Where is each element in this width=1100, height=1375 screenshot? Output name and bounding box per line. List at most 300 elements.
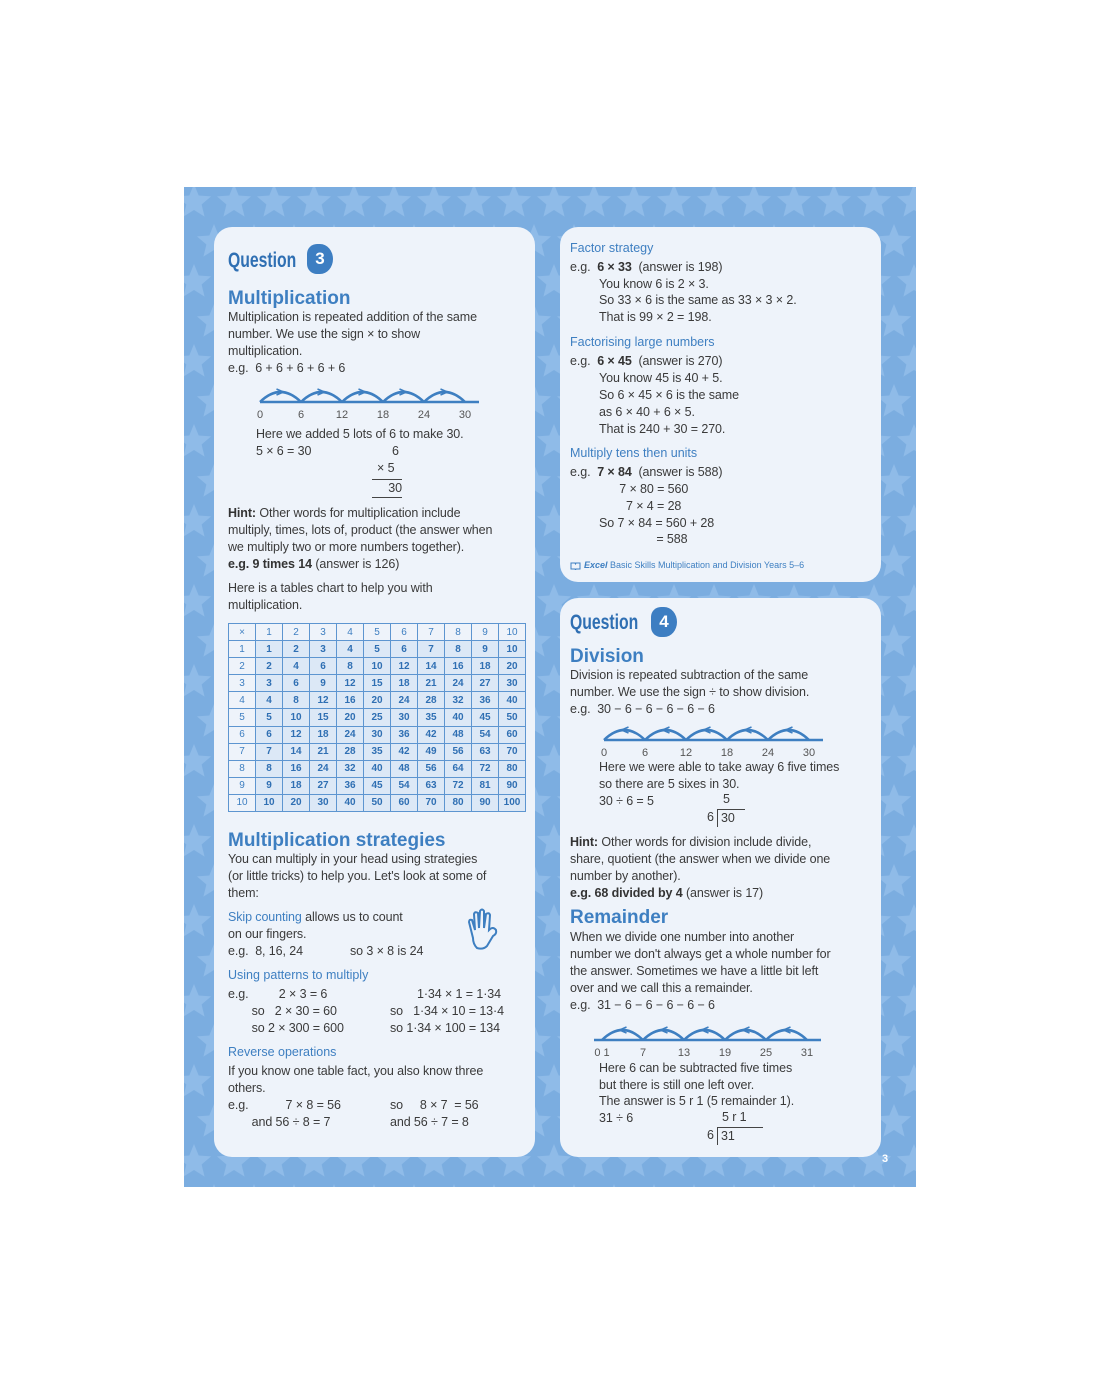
- pattern-right: 1·34 × 1 = 1·34: [390, 987, 501, 1001]
- table-cell: 15: [364, 675, 391, 692]
- tens-line: = 588: [599, 532, 688, 546]
- table-cell: 48: [391, 760, 418, 777]
- tick-label: 12: [679, 747, 693, 758]
- star-icon: [757, 1184, 791, 1187]
- star-icon: [357, 1184, 391, 1187]
- intro-line: Division is repeated subtraction of the same: [570, 668, 809, 682]
- star-icon: [184, 424, 211, 457]
- table-header-cell: 6: [391, 624, 418, 641]
- star-icon: [897, 904, 916, 937]
- reverse-right: and 56 ÷ 7 = 8: [390, 1115, 469, 1129]
- section-title-division: Division: [570, 646, 644, 667]
- star-icon: [557, 1184, 591, 1187]
- intro-line: multiplication.: [228, 344, 303, 358]
- star-icon: [184, 984, 211, 1017]
- table-cell: 7: [256, 743, 283, 760]
- hint-line: we multiply two or more numbers together).: [228, 540, 465, 554]
- tens-example: [570, 464, 722, 481]
- table-cell: 36: [337, 777, 364, 794]
- star-icon: [897, 264, 916, 297]
- table-cell: 16: [283, 760, 310, 777]
- explanation: Here we were able to take away 6 five times: [599, 760, 840, 774]
- section-title-multiplication: Multiplication: [228, 288, 351, 309]
- table-cell: 54: [391, 777, 418, 794]
- table-cell: 5: [256, 709, 283, 726]
- star-icon: [184, 187, 211, 217]
- table-header-cell: 1: [229, 641, 256, 658]
- table-cell: 90: [499, 777, 526, 794]
- table-cell: 12: [283, 726, 310, 743]
- table-cell: 18: [472, 658, 499, 675]
- table-header-cell: 4: [229, 692, 256, 709]
- star-icon: [797, 1184, 831, 1187]
- intro-line: Multiplication is repeated addition of the same: [228, 310, 477, 324]
- star-icon: [877, 704, 911, 737]
- tens-line: So 7 × 84 = 560 + 28: [599, 516, 715, 530]
- table-header-cell: 8: [229, 760, 256, 777]
- table-row: [229, 709, 526, 726]
- reverse-left: e.g. 7 × 8 = 56: [228, 1098, 341, 1112]
- eg-label: e.g.: [570, 354, 591, 368]
- table-cell: 9: [472, 641, 499, 658]
- book-icon: [570, 562, 581, 570]
- table-cell: 24: [310, 760, 337, 777]
- table-row: [229, 726, 526, 743]
- intro-line: When we divide one number into another: [570, 930, 795, 944]
- footer: [570, 560, 804, 570]
- table-cell: 72: [445, 777, 472, 794]
- table-header-cell: 8: [445, 624, 472, 641]
- star-icon: [597, 1184, 631, 1187]
- factor-line: You know 6 is 2 × 3.: [599, 277, 709, 291]
- table-cell: 8: [283, 692, 310, 709]
- star-icon: [377, 187, 411, 217]
- hint-line: number by another).: [570, 869, 681, 883]
- table-row: [229, 641, 526, 658]
- table-header-cell: 9: [472, 624, 499, 641]
- table-cell: 18: [391, 675, 418, 692]
- table-cell: 21: [418, 675, 445, 692]
- table-cell: 28: [418, 692, 445, 709]
- tick-label: 30: [802, 747, 816, 758]
- section-title-strategies: Multiplication strategies: [228, 830, 446, 851]
- pattern-left: so 2 × 300 = 600: [228, 1021, 344, 1035]
- reverse-right: so 8 × 7 = 56: [390, 1098, 479, 1112]
- star-icon: [577, 187, 611, 217]
- skip-counting: [228, 909, 403, 926]
- reverse-line: If you know one table fact, you also know three: [228, 1064, 484, 1078]
- table-cell: 1: [256, 641, 283, 658]
- column-multiplier: × 5: [377, 461, 395, 475]
- table-cell: 36: [391, 726, 418, 743]
- table-cell: 9: [310, 675, 337, 692]
- chart-intro: Here is a tables chart to help you with: [228, 581, 433, 595]
- table-cell: 80: [445, 794, 472, 811]
- eg-bold: 6 × 33: [597, 260, 632, 274]
- hint-label: Hint:: [570, 835, 598, 849]
- table-cell: 30: [364, 726, 391, 743]
- tick-label: 13: [677, 1047, 691, 1058]
- eg-label: e.g.: [570, 465, 591, 479]
- star-icon: [777, 187, 811, 217]
- factor-title: Factor strategy: [570, 241, 654, 255]
- tick-label: 0 1: [594, 1047, 610, 1058]
- table-cell: 8: [256, 760, 283, 777]
- star-icon: [257, 187, 291, 217]
- table-row: [229, 624, 526, 641]
- table-cell: 36: [472, 692, 499, 709]
- table-cell: 20: [499, 658, 526, 675]
- table-cell: 14: [418, 658, 445, 675]
- star-icon: [897, 1064, 916, 1097]
- explanation: Here 6 can be subtracted five times: [599, 1061, 793, 1075]
- star-icon: [897, 584, 916, 617]
- hand-icon: [465, 908, 501, 952]
- table-cell: 72: [472, 760, 499, 777]
- pattern-right: so 1·34 × 10 = 13·4: [390, 1004, 504, 1018]
- tens-line: 7 × 80 = 560: [599, 482, 689, 496]
- star-icon: [877, 304, 911, 337]
- table-cell: 40: [337, 794, 364, 811]
- star-icon: [184, 584, 211, 617]
- reverse-line: others.: [228, 1081, 266, 1095]
- table-cell: 30: [391, 709, 418, 726]
- table-header-cell: 3: [310, 624, 337, 641]
- table-cell: 6: [256, 726, 283, 743]
- table-header-cell: 5: [364, 624, 391, 641]
- factorising-line: That is 240 + 30 = 270.: [599, 422, 726, 436]
- intro-line: over and we call this a remainder.: [570, 981, 753, 995]
- hint-example-answer: (answer is 17): [682, 886, 764, 900]
- table-row: [229, 794, 526, 811]
- factor-line: So 33 × 6 is the same as 33 × 3 × 2.: [599, 293, 797, 307]
- hint-text: Other words for division include divide,: [597, 835, 812, 849]
- star-icon: [897, 984, 916, 1017]
- star-icon: [417, 187, 451, 217]
- star-icon: [897, 664, 916, 697]
- star-icon: [397, 1184, 431, 1187]
- table-cell: 49: [418, 743, 445, 760]
- table-row: [229, 777, 526, 794]
- number-line: [594, 1018, 834, 1058]
- star-icon: [184, 264, 211, 297]
- table-cell: 20: [364, 692, 391, 709]
- table-cell: 14: [283, 743, 310, 760]
- table-cell: 63: [418, 777, 445, 794]
- table-cell: 90: [472, 794, 499, 811]
- table-row: [229, 743, 526, 760]
- table-cell: 4: [337, 641, 364, 658]
- eg-answer: (answer is 198): [631, 260, 723, 274]
- hint-example: [570, 885, 763, 902]
- table-header-cell: 1: [256, 624, 283, 641]
- tick-label: 19: [718, 1047, 732, 1058]
- hint: [570, 834, 811, 851]
- table-cell: 32: [445, 692, 472, 709]
- table-cell: 12: [310, 692, 337, 709]
- footer-text: Basic Skills Multiplication and Division Years 5–6: [607, 560, 805, 570]
- table-cell: 24: [445, 675, 472, 692]
- table-cell: 80: [499, 760, 526, 777]
- table-cell: 8: [337, 658, 364, 675]
- pattern-left: so 2 × 30 = 60: [228, 1004, 337, 1018]
- divisor: 6: [707, 1128, 714, 1142]
- table-cell: 60: [391, 794, 418, 811]
- section-title-remainder: Remainder: [570, 907, 669, 928]
- factorising-line: You know 45 is 40 + 5.: [599, 371, 723, 385]
- table-cell: 20: [337, 709, 364, 726]
- tick-label: 0: [256, 409, 264, 420]
- intro-line: number. We use the sign ÷ to show division.: [570, 685, 810, 699]
- table-cell: 5: [364, 641, 391, 658]
- table-header-cell: 2: [229, 658, 256, 675]
- hint: [228, 505, 461, 522]
- intro-line: number. We use the sign × to show: [228, 327, 421, 341]
- factorising-example: [570, 353, 722, 370]
- star-icon: [897, 344, 916, 377]
- tick-label: 0: [600, 747, 608, 758]
- table-header-cell: 6: [229, 726, 256, 743]
- table-cell: 4: [256, 692, 283, 709]
- tick-label: 18: [376, 409, 390, 420]
- skip-result: so 3 × 8 is 24: [350, 944, 424, 958]
- eg-bold: 7 × 84: [597, 465, 632, 479]
- skip-line: on our fingers.: [228, 927, 307, 941]
- table-cell: 60: [499, 726, 526, 743]
- table-cell: 10: [283, 709, 310, 726]
- table-header-cell: 10: [229, 794, 256, 811]
- table-cell: 25: [364, 709, 391, 726]
- table-header-cell: 5: [229, 709, 256, 726]
- factorising-line: So 6 × 45 × 6 is the same: [599, 388, 739, 402]
- star-icon: [877, 864, 911, 897]
- tick-label: 24: [417, 409, 431, 420]
- star-icon: [897, 1144, 916, 1177]
- hint-label: Hint:: [228, 506, 256, 520]
- star-icon: [497, 187, 531, 217]
- table-cell: 45: [364, 777, 391, 794]
- star-icon: [184, 1144, 211, 1177]
- tick-label: 24: [761, 747, 775, 758]
- star-icon: [877, 464, 911, 497]
- eg-answer: (answer is 270): [631, 354, 723, 368]
- table-header-cell: 10: [499, 624, 526, 641]
- star-icon: [877, 224, 911, 257]
- table-cell: 50: [364, 794, 391, 811]
- table-cell: 64: [445, 760, 472, 777]
- intro-line: You can multiply in your head using strategies: [228, 852, 478, 866]
- table-cell: 70: [499, 743, 526, 760]
- star-icon: [217, 187, 251, 217]
- equation: 31 ÷ 6: [599, 1111, 634, 1125]
- tick-label: 7: [639, 1047, 647, 1058]
- eg-answer: (answer is 588): [631, 465, 723, 479]
- star-icon: [877, 624, 911, 657]
- example: e.g. 6 + 6 + 6 + 6 + 6: [228, 361, 346, 375]
- table-cell: 42: [418, 726, 445, 743]
- brand-logo: Excel: [584, 560, 608, 570]
- star-icon: [617, 187, 651, 217]
- star-icon: [897, 504, 916, 537]
- hint-example: [228, 556, 399, 573]
- table-header-cell: 7: [229, 743, 256, 760]
- table-cell: 10: [499, 641, 526, 658]
- table-row: [229, 760, 526, 777]
- tick-label: 31: [800, 1047, 814, 1058]
- factor-line: That is 99 × 2 = 198.: [599, 310, 712, 324]
- equation: 30 ÷ 6 = 5: [599, 794, 654, 808]
- table-cell: 2: [283, 641, 310, 658]
- table-cell: 6: [283, 675, 310, 692]
- star-icon: [877, 1104, 911, 1137]
- dividend: 31: [717, 1127, 763, 1145]
- skip-counting-text: allows us to count: [301, 910, 403, 924]
- table-header-cell: 3: [229, 675, 256, 692]
- table-cell: 81: [472, 777, 499, 794]
- example: e.g. 30 − 6 − 6 − 6 − 6 − 6: [570, 702, 715, 716]
- table-cell: 20: [283, 794, 310, 811]
- star-icon: [637, 1184, 671, 1187]
- number-line: [596, 718, 836, 758]
- table-cell: 28: [337, 743, 364, 760]
- tick-label: 25: [759, 1047, 773, 1058]
- factorising-line: as 6 × 40 + 6 × 5.: [599, 405, 695, 419]
- table-cell: 3: [256, 675, 283, 692]
- table-row: [229, 675, 526, 692]
- table-cell: 56: [418, 760, 445, 777]
- tick-label: 30: [458, 409, 472, 420]
- table-cell: 15: [310, 709, 337, 726]
- table-cell: 56: [445, 743, 472, 760]
- star-icon: [697, 187, 731, 217]
- quotient: 5: [723, 792, 730, 806]
- intro-line: (or little tricks) to help you. Let's look at some of: [228, 869, 487, 883]
- table-cell: 40: [364, 760, 391, 777]
- hint-example-bold: e.g. 9 times 14: [228, 557, 312, 571]
- table-cell: 24: [391, 692, 418, 709]
- table-cell: 70: [418, 794, 445, 811]
- table-cell: 18: [310, 726, 337, 743]
- star-icon: [857, 187, 891, 217]
- table-cell: 3: [310, 641, 337, 658]
- star-icon: [184, 904, 211, 937]
- explanation: but there is still one left over.: [599, 1078, 755, 1092]
- dividend: 30: [717, 809, 745, 827]
- star-icon: [877, 544, 911, 577]
- table-cell: 48: [445, 726, 472, 743]
- example: e.g. 31 − 6 − 6 − 6 − 6 − 6: [570, 998, 715, 1012]
- table-cell: 32: [337, 760, 364, 777]
- chart-intro: multiplication.: [228, 598, 303, 612]
- star-icon: [677, 1184, 711, 1187]
- tick-label: 6: [297, 409, 305, 420]
- star-icon: [237, 1184, 271, 1187]
- table-cell: 24: [337, 726, 364, 743]
- star-icon: [877, 384, 911, 417]
- pattern-right: so 1·34 × 100 = 134: [390, 1021, 500, 1035]
- table-header-cell: ×: [229, 624, 256, 641]
- star-icon: [457, 187, 491, 217]
- table-cell: 10: [364, 658, 391, 675]
- tens-title: Multiply tens then units: [570, 446, 698, 460]
- explanation: Here we added 5 lots of 6 to make 30.: [256, 427, 464, 441]
- table-cell: 6: [310, 658, 337, 675]
- hint-line: multiply, times, lots of, product (the answer when: [228, 523, 493, 537]
- star-icon: [817, 187, 851, 217]
- table-cell: 35: [418, 709, 445, 726]
- table-cell: 54: [472, 726, 499, 743]
- star-icon: [717, 1184, 751, 1187]
- page-number: 3: [882, 1153, 889, 1165]
- table-cell: 30: [310, 794, 337, 811]
- table-cell: 40: [445, 709, 472, 726]
- tick-label: 18: [720, 747, 734, 758]
- table-cell: 42: [391, 743, 418, 760]
- skip-example: e.g. 8, 16, 24: [228, 944, 303, 958]
- star-icon: [184, 344, 211, 377]
- table-cell: 35: [364, 743, 391, 760]
- table-header-cell: 7: [418, 624, 445, 641]
- star-icon: [184, 504, 211, 537]
- star-icon: [837, 1184, 871, 1187]
- table-cell: 45: [472, 709, 499, 726]
- intro-line: the answer. Sometimes we have a little bit left: [570, 964, 819, 978]
- column-result: 30: [372, 479, 402, 498]
- star-icon: [877, 1184, 911, 1187]
- table-header-cell: 2: [283, 624, 310, 641]
- hint-line: share, quotient (the answer when we divide one: [570, 852, 831, 866]
- column-top: 6: [392, 444, 399, 458]
- factor-example: [570, 259, 722, 276]
- skip-counting-label: Skip counting: [228, 910, 302, 924]
- star-icon: [317, 1184, 351, 1187]
- explanation: so there are 5 sixes in 30.: [599, 777, 740, 791]
- table-cell: 12: [337, 675, 364, 692]
- tens-line: 7 × 4 = 28: [599, 499, 682, 513]
- star-icon: [537, 187, 571, 217]
- table-cell: 40: [499, 692, 526, 709]
- question-label: Question: [570, 611, 639, 634]
- table-cell: 7: [418, 641, 445, 658]
- patterns-title: Using patterns to multiply: [228, 968, 369, 982]
- hint-example-answer: (answer is 126): [311, 557, 400, 571]
- star-icon: [277, 1184, 311, 1187]
- question-number-badge: 4: [651, 607, 677, 637]
- star-icon: [877, 944, 911, 977]
- star-icon: [737, 187, 771, 217]
- table-row: [229, 658, 526, 675]
- table-header-cell: 4: [337, 624, 364, 641]
- table-header-cell: 9: [229, 777, 256, 794]
- explanation: The answer is 5 r 1 (5 remainder 1).: [599, 1094, 795, 1108]
- times-table-chart: [228, 623, 526, 812]
- tick-label: 6: [641, 747, 649, 758]
- table-cell: 2: [256, 658, 283, 675]
- table-cell: 27: [472, 675, 499, 692]
- star-icon: [657, 187, 691, 217]
- intro-line: number we don't always get a whole number for: [570, 947, 831, 961]
- table-cell: 10: [256, 794, 283, 811]
- reverse-left: and 56 ÷ 8 = 7: [228, 1115, 331, 1129]
- eg-bold: 6 × 45: [597, 354, 632, 368]
- star-icon: [337, 187, 371, 217]
- star-icon: [877, 1024, 911, 1057]
- star-icon: [897, 744, 916, 777]
- table-cell: 12: [391, 658, 418, 675]
- table-cell: 16: [337, 692, 364, 709]
- table-cell: 4: [283, 658, 310, 675]
- eg-label: e.g.: [570, 260, 591, 274]
